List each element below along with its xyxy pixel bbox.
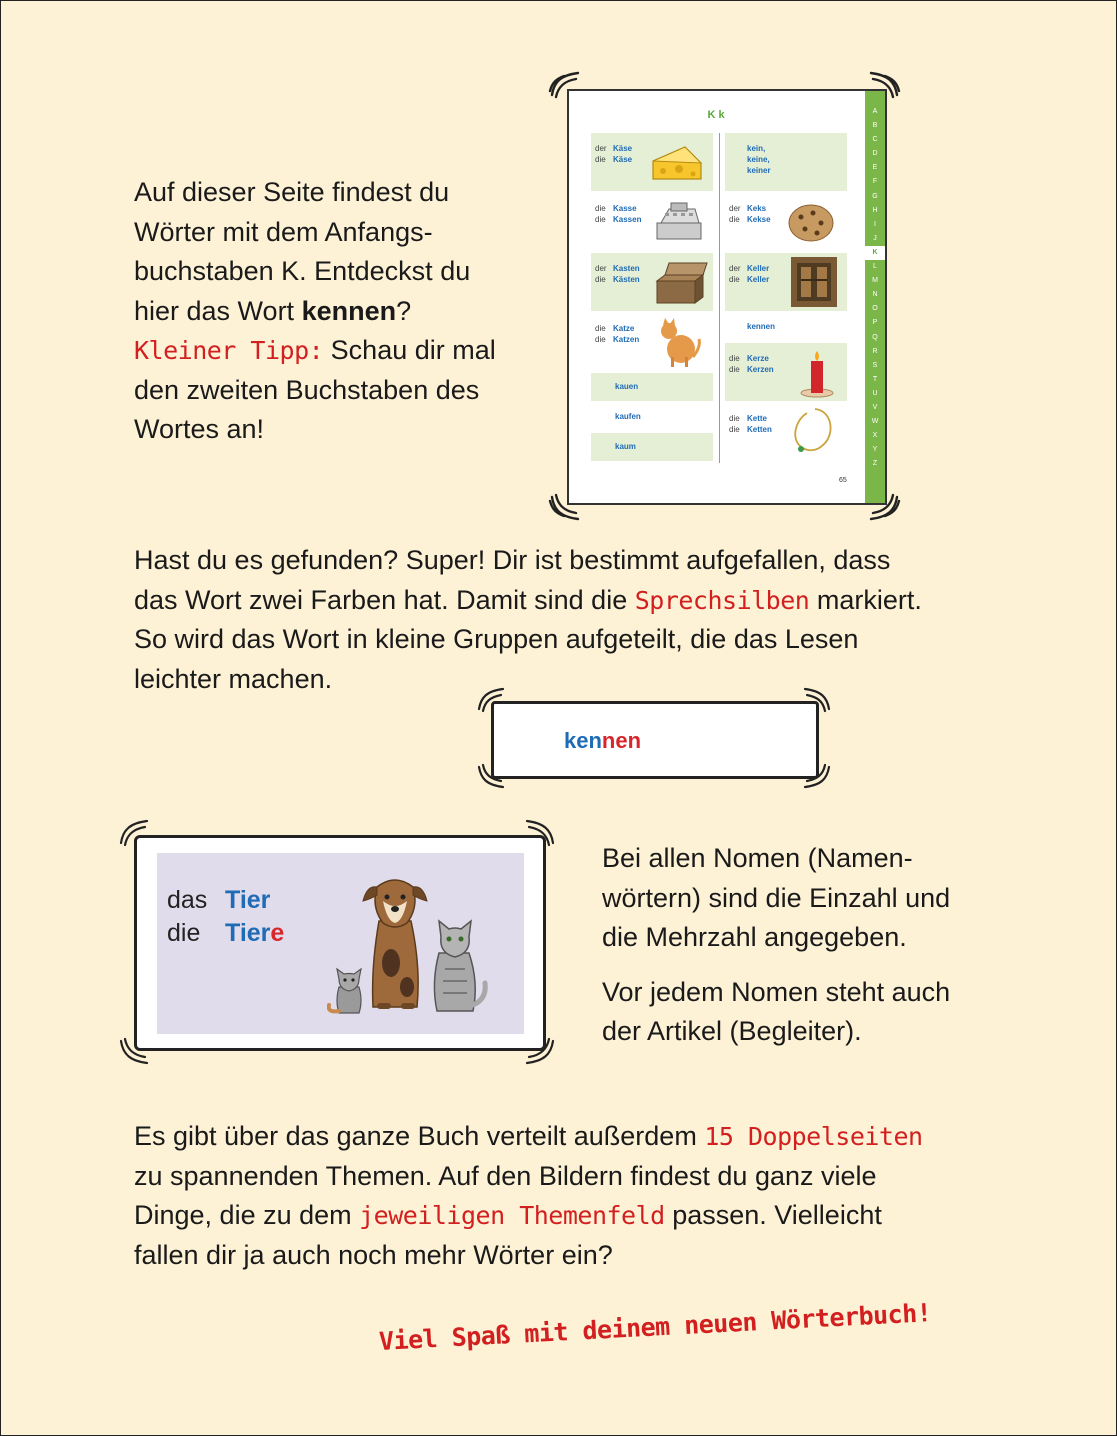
dictionary-entry xyxy=(725,253,847,311)
alphabet-tab: Y xyxy=(872,446,878,454)
cookie-illustration xyxy=(787,201,837,245)
tip-rest: Schau dir mal xyxy=(323,335,496,365)
text-line xyxy=(134,581,994,621)
dictionary-entry xyxy=(591,253,713,311)
alphabet-tab: J xyxy=(873,234,877,242)
syllable-word xyxy=(564,728,641,754)
dictionary-entry xyxy=(725,313,847,341)
dictionary-entry xyxy=(591,193,713,251)
alphabet-tab-strip xyxy=(865,91,885,503)
alphabet-tab: E xyxy=(872,164,878,172)
dog-icon xyxy=(363,880,427,1009)
cash-register-illustration xyxy=(651,201,707,245)
alphabet-tab: Q xyxy=(872,333,878,341)
intro-line: Auf dieser Seite findest du xyxy=(134,177,450,207)
entry-word: keiner xyxy=(747,166,771,175)
entry-word: Ketten xyxy=(747,425,772,434)
cheese-illustration xyxy=(649,141,705,185)
entry-article: die xyxy=(595,204,606,213)
text-line: fallen dir ja auch noch mehr Wörter ein? xyxy=(134,1239,613,1270)
alphabet-tab: R xyxy=(872,347,878,355)
entry-article: der xyxy=(729,264,741,273)
article-plural: die xyxy=(167,919,201,947)
handwritten-highlight: Sprechsilben xyxy=(634,585,810,615)
intro-line: buchstaben K. Entdeckst du xyxy=(134,256,471,286)
entry-article: die xyxy=(729,275,740,284)
noun-plural-stem: Tier xyxy=(225,919,271,947)
alphabet-tab: L xyxy=(873,263,877,271)
text-line: wörtern) sind die Einzahl und xyxy=(602,882,951,913)
intro-line: Wortes an! xyxy=(134,414,265,444)
alphabet-tab: K xyxy=(865,246,885,260)
plural-row xyxy=(167,918,284,948)
dictionary-entry xyxy=(725,133,847,191)
text-line: zu spannenden Themen. Auf den Bildern findest du ganz viele xyxy=(134,1160,877,1191)
alphabet-tab: V xyxy=(872,403,878,411)
intro-line4-post: ? xyxy=(396,295,412,326)
alphabet-tab: D xyxy=(872,150,878,158)
entry-word: Kasten xyxy=(613,264,640,273)
keyword-kennen: kennen xyxy=(301,295,397,326)
text-line: die Mehrzahl angegeben. xyxy=(602,922,907,952)
entry-word: kaum xyxy=(615,442,636,451)
syllable-first: ken xyxy=(564,728,602,753)
dictionary-entry xyxy=(725,193,847,251)
kitten-icon xyxy=(329,969,361,1013)
handwritten-highlight: 15 Doppelseiten xyxy=(704,1122,923,1151)
noun-plural-ending: e xyxy=(270,919,285,947)
alphabet-tab: O xyxy=(872,305,878,313)
entry-article: die xyxy=(729,215,740,224)
text-line: Vor jedem Nomen steht auch xyxy=(602,976,951,1007)
intro-line4-pre: hier das Wort xyxy=(134,295,302,326)
dictionary-entry xyxy=(591,433,713,461)
tier-example-box xyxy=(134,835,546,1051)
alphabet-tab: S xyxy=(872,361,878,369)
entry-article: die xyxy=(729,365,740,374)
page-number: 65 xyxy=(839,477,847,484)
entry-article: die xyxy=(729,414,740,423)
themes-paragraph xyxy=(134,1117,994,1275)
noun-singular: Tier xyxy=(225,886,271,914)
alphabet-tab: M xyxy=(872,277,878,285)
entry-word: Keller xyxy=(747,264,770,273)
dictionary-entry xyxy=(591,403,713,431)
entry-word: Kassen xyxy=(613,215,642,224)
intro-line: den zweiten Buchstaben des xyxy=(134,374,480,405)
alphabet-tab: T xyxy=(872,375,878,383)
alphabet-tab: P xyxy=(872,319,878,327)
entry-word: Katzen xyxy=(613,335,640,344)
entry-word: Kerze xyxy=(747,354,769,363)
text-line: Bei allen Nomen (Namen- xyxy=(602,843,913,873)
entry-word: Keller xyxy=(747,275,770,284)
alphabet-tab: Z xyxy=(872,460,878,468)
entry-article: der xyxy=(595,144,607,153)
text-line: der Artikel (Begleiter). xyxy=(602,1016,862,1046)
dictionary-entry xyxy=(591,313,713,371)
alphabet-tab: U xyxy=(872,389,878,397)
alphabet-tab: B xyxy=(872,122,878,130)
cat-icon xyxy=(434,921,485,1011)
entry-article: die xyxy=(595,215,606,224)
article-singular: das xyxy=(167,886,208,914)
entry-article: die xyxy=(595,335,606,344)
tip-line xyxy=(134,331,534,371)
intro-line: Wörter mit dem Anfangs- xyxy=(134,216,433,247)
entry-article: die xyxy=(729,354,740,363)
cellar-illustration xyxy=(791,257,837,307)
alphabet-tab: F xyxy=(872,178,878,186)
entry-word: Kette xyxy=(747,414,768,423)
text-segment: markiert. xyxy=(809,584,922,615)
entry-article: der xyxy=(729,204,741,213)
text-line: So wird das Wort in kleine Gruppen aufgeteilt, die das Lesen xyxy=(134,624,859,654)
alphabet-tab: C xyxy=(872,136,878,144)
text-line: Hast du es gefunden? Super! Dir ist bestimmt aufgefallen, dass xyxy=(134,545,891,575)
entry-word: Käse xyxy=(613,144,633,153)
entry-word: Katze xyxy=(613,324,635,333)
nomen-explanation xyxy=(602,839,1002,1052)
alphabet-tab: W xyxy=(871,418,879,426)
tip-label: Kleiner Tipp: xyxy=(134,336,324,365)
entry-article: die xyxy=(729,425,740,434)
entry-word: kein, xyxy=(747,144,766,153)
entry-article: die xyxy=(595,155,606,164)
text-segment: Es gibt über das ganze Buch verteilt außerdem xyxy=(134,1121,705,1151)
dictionary-entry xyxy=(725,343,847,401)
dictionary-letter-heading: K k xyxy=(707,109,725,121)
closing-message: Viel Spaß mit deinem neuen Wörterbuch! xyxy=(378,1298,932,1356)
entry-word: keine, xyxy=(747,155,770,164)
text-line xyxy=(134,1196,994,1236)
singular-row xyxy=(167,885,270,915)
cat-illustration xyxy=(655,317,705,369)
text-segment: das Wort zwei Farben hat. Damit sind die xyxy=(134,584,635,615)
text-segment: passen. Vielleicht xyxy=(664,1200,882,1230)
text-line xyxy=(134,1117,994,1157)
entry-word: Kästen xyxy=(613,275,640,284)
dictionary-content xyxy=(569,91,863,503)
alphabet-tab: H xyxy=(872,206,878,214)
entry-word: Kasse xyxy=(613,204,637,213)
column-divider xyxy=(719,133,720,463)
handwritten-highlight: jeweiligen Themenfeld xyxy=(359,1201,665,1230)
dictionary-entry xyxy=(591,133,713,191)
entry-article: der xyxy=(595,264,607,273)
syllable-explanation xyxy=(134,541,994,699)
dictionary-entry xyxy=(591,373,713,401)
entry-word: kauen xyxy=(615,382,639,391)
entry-word: Kekse xyxy=(747,215,771,224)
intro-text xyxy=(134,173,534,450)
entry-word: Käse xyxy=(613,155,633,164)
entry-word: kennen xyxy=(747,322,776,331)
text-line: leichter machen. xyxy=(134,663,333,694)
intro-line xyxy=(134,292,534,332)
alphabet-tab: X xyxy=(872,432,878,440)
alphabet-tab: G xyxy=(872,192,878,200)
entry-article: die xyxy=(595,275,606,284)
tier-example-panel xyxy=(157,853,524,1034)
entry-word: Keks xyxy=(747,204,767,213)
entry-article: die xyxy=(595,324,606,333)
box-illustration xyxy=(651,259,709,307)
alphabet-tab: A xyxy=(872,108,878,115)
dictionary-entry xyxy=(725,403,847,461)
candle-illustration xyxy=(799,347,835,399)
animals-illustration xyxy=(327,867,497,1027)
alphabet-tab: N xyxy=(872,291,878,299)
alphabet-tab: I xyxy=(874,220,876,228)
syllable-second: nen xyxy=(601,728,642,753)
kennen-example-box xyxy=(491,701,819,779)
entry-word: Kerzen xyxy=(747,365,774,374)
dictionary-page-preview xyxy=(567,89,887,505)
text-segment: Dinge, die zu dem xyxy=(134,1200,360,1230)
entry-word: kaufen xyxy=(615,412,641,421)
necklace-illustration xyxy=(789,405,839,459)
